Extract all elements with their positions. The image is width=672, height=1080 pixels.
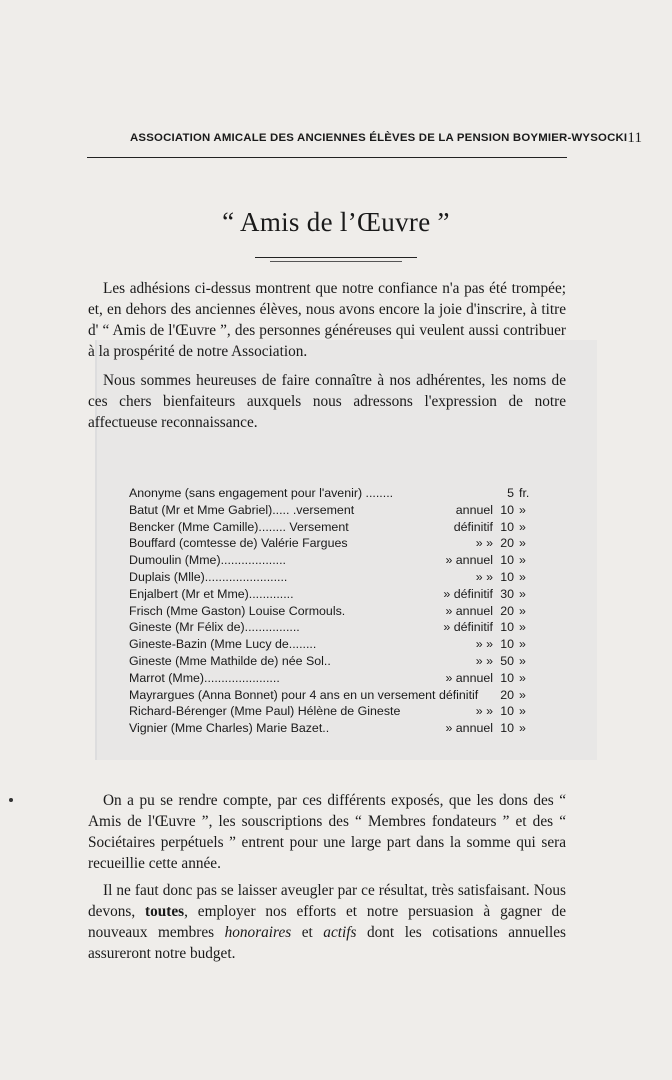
- donor-name: Duplais (Mlle)........................: [129, 569, 288, 584]
- donor-kind: » annuel: [445, 670, 493, 685]
- donor-amount: 30: [500, 586, 514, 601]
- donor-kind: » annuel: [445, 603, 493, 618]
- donor-kind: annuel: [455, 502, 493, 517]
- donor-row: [129, 486, 529, 503]
- donor-unit: »: [519, 603, 526, 618]
- title-underline-thin: [270, 261, 402, 262]
- donor-amount: 10: [500, 553, 514, 568]
- donor-amount: 10: [500, 704, 514, 719]
- donor-amount: 20: [500, 603, 514, 618]
- donor-row: [129, 520, 529, 537]
- donor-amount: 10: [500, 502, 514, 517]
- donor-row: [129, 604, 529, 621]
- donor-unit: »: [519, 704, 526, 719]
- donor-amount: 10: [500, 569, 514, 584]
- donor-kind: » »: [475, 569, 493, 584]
- donor-unit: »: [519, 569, 526, 584]
- donor-amount: 10: [500, 670, 514, 685]
- donor-amount: 20: [500, 687, 514, 702]
- donor-unit: »: [519, 687, 526, 702]
- donor-name: Anonyme (sans engagement pour l'avenir) ........: [129, 486, 394, 500]
- donor-kind: » »: [475, 637, 493, 652]
- donor-name: Enjalbert (Mr et Mme).............: [129, 586, 294, 601]
- donor-kind: » »: [475, 653, 493, 668]
- section-title: “ Amis de l’Œuvre ”: [222, 207, 450, 237]
- donor-kind: » »: [475, 536, 493, 551]
- donor-kind: » »: [475, 704, 493, 719]
- donor-row: [129, 721, 529, 738]
- donor-unit: »: [519, 721, 526, 736]
- intro-paragraph-1: Les adhésions ci-dessus montrent que notre confiance n'a pas été trompée; et, en dehors des anciennes élèves, nous avons encore la joie d'inscrire, à titre d' “ Amis de l'Œuvre ”, des personnes généreuses qui veulent aussi contribuer à la prospérité de notre Association.: [88, 280, 566, 360]
- donor-kind: » annuel: [445, 553, 493, 568]
- donor-unit: »: [519, 637, 526, 652]
- emphasis-toutes: toutes: [145, 903, 185, 920]
- donor-unit: »: [519, 670, 526, 685]
- donor-name: Frisch (Mme Gaston) Louise Cormouls.: [129, 603, 346, 618]
- donor-name: Bencker (Mme Camille)........ Versement: [129, 519, 349, 534]
- donor-row: [129, 620, 529, 637]
- donor-kind: » annuel: [445, 721, 493, 736]
- donor-amount: 10: [500, 519, 514, 534]
- intro-text: [88, 278, 566, 433]
- donor-amount: 20: [500, 536, 514, 551]
- page-speck: [9, 798, 13, 802]
- donor-unit: »: [519, 536, 526, 551]
- donor-name: Mayrargues (Anna Bonnet) pour 4 ans en un versement définitif: [129, 687, 479, 702]
- page-number: 11: [627, 130, 643, 146]
- donor-row: [129, 553, 529, 570]
- donor-list: [129, 486, 529, 738]
- title-underline: [255, 257, 417, 258]
- closing-paragraph-1: On a pu se rendre compte, par ces différents exposés, que les dons des “ Amis de l'Œuvre ”, les souscriptions des “ Membres fondateurs ” et des “ Sociétaires perpétuels ” entrent pour une large part dans la somme qui sera recueillie cette année.: [88, 792, 566, 872]
- donor-unit: fr.: [519, 486, 530, 500]
- donor-row: [129, 671, 529, 688]
- donor-name: Gineste-Bazin (Mme Lucy de........: [129, 637, 317, 652]
- intro-paragraph-2: Nous sommes heureuses de faire connaître à nos adhérentes, les noms de ces chers bienfaiteurs auxquels nous adressons l'expression de notre affectueuse reconnaissance.: [88, 372, 566, 431]
- donor-name: Batut (Mr et Mme Gabriel)..... .versement: [129, 502, 355, 517]
- donor-unit: »: [519, 553, 526, 568]
- closing-text-c: , employer nos efforts et notre persuasion à gagner de nouveaux membres: [88, 903, 566, 941]
- donor-kind: définitif: [453, 519, 493, 534]
- donor-name: Bouffard (comtesse de) Valérie Fargues: [129, 536, 348, 551]
- donor-amount: 10: [500, 721, 514, 736]
- donor-unit: »: [519, 502, 526, 517]
- donor-unit: »: [519, 620, 526, 635]
- donor-row: [129, 570, 529, 587]
- donor-unit: »: [519, 586, 526, 601]
- closing-text-a: Il ne faut donc pas se laisser aveugler par ce résultat, très satisfaisant. Nous devons,: [88, 882, 566, 920]
- donor-amount: 50: [500, 653, 514, 668]
- emphasis-honoraires: honoraires: [224, 924, 292, 941]
- closing-text-g: dont les cotisations annuelles assureront notre budget.: [88, 924, 566, 962]
- closing-paragraph-2: [88, 880, 566, 964]
- donor-unit: »: [519, 519, 526, 534]
- donor-name: Richard-Bérenger (Mme Paul) Hélène de Gineste: [129, 704, 401, 719]
- donor-row: [129, 688, 529, 705]
- donor-row: [129, 503, 529, 520]
- donor-amount: 10: [500, 637, 514, 652]
- donor-amount: 10: [500, 620, 514, 635]
- donor-name: Marrot (Mme)......................: [129, 670, 280, 685]
- donor-amount: 5: [507, 486, 514, 500]
- donor-row: [129, 587, 529, 604]
- closing-text-e: et: [291, 924, 324, 941]
- donor-row: [129, 637, 529, 654]
- running-header: [130, 130, 643, 147]
- donor-name: Gineste (Mr Félix de)................: [129, 620, 300, 635]
- donor-name: Dumoulin (Mme)...................: [129, 553, 286, 568]
- donor-row: [129, 704, 529, 721]
- running-title: ASSOCIATION AMICALE DES ANCIENNES ÉLÈVES DE LA PENSION BOYMIER-WYSOCKI: [130, 132, 628, 144]
- donor-name: Gineste (Mme Mathilde de) née Sol..: [129, 653, 331, 668]
- donor-name: Vignier (Mme Charles) Marie Bazet..: [129, 721, 330, 736]
- donor-kind: » définitif: [443, 586, 493, 601]
- closing-text: [88, 790, 566, 964]
- donor-unit: »: [519, 653, 526, 668]
- donor-kind: » définitif: [443, 620, 493, 635]
- donor-row: [129, 536, 529, 553]
- header-rule: [87, 157, 567, 158]
- emphasis-actifs: actifs: [323, 924, 357, 941]
- donor-row: [129, 654, 529, 671]
